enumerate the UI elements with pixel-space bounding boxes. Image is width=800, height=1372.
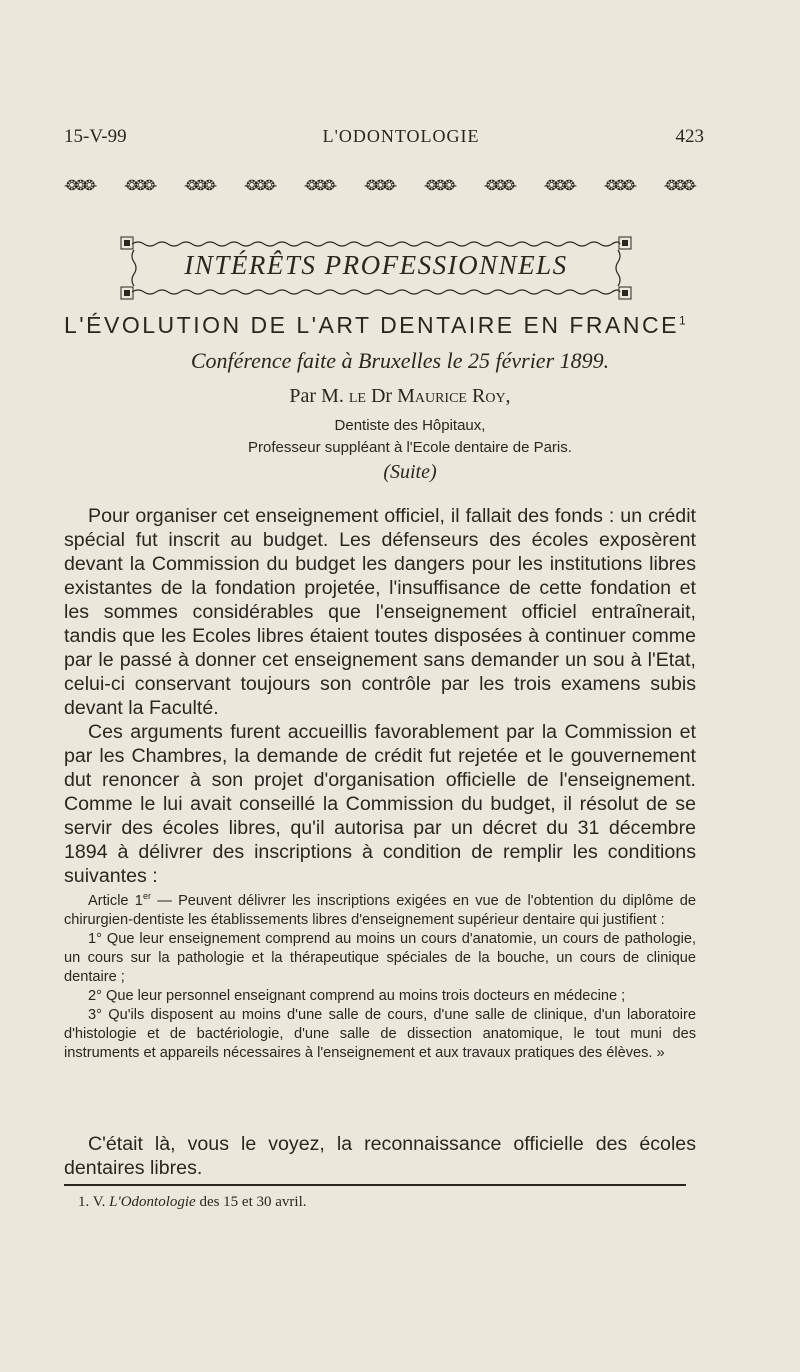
running-head: [64, 126, 704, 148]
ornament-glyph: -❂❂❂-: [483, 178, 515, 194]
footnote-marker: 1: [678, 313, 686, 328]
journal-title: L'ODONTOLOGIE: [322, 126, 480, 146]
footnote-suffix: des 15 et 30 avril.: [195, 1194, 307, 1210]
ornament-glyph: -❂❂❂-: [543, 178, 575, 194]
ornament-band: [64, 178, 694, 194]
footnote-journal: L'Odontologie: [109, 1194, 196, 1210]
ornament-glyph: -❂❂❂-: [603, 178, 635, 194]
decree-article: [64, 887, 696, 930]
ornament-glyph: -❂❂❂-: [123, 178, 155, 194]
decree-quote: [64, 887, 696, 1063]
article-title-text: L'ÉVOLUTION DE L'ART DENTAIRE EN FRANCE: [64, 312, 679, 338]
footnote: [78, 1194, 307, 1211]
author-prefix: Par M.: [289, 385, 349, 407]
ornament-glyph: -❂❂❂-: [243, 178, 275, 194]
ornament-glyph: -❂❂❂-: [183, 178, 215, 194]
author-title: Dr: [365, 385, 398, 407]
footnote-rule: [64, 1184, 686, 1186]
paragraph-3: C'était là, vous le voyez, la reconnaissance officielle des écoles dentaires libres.: [64, 1133, 696, 1179]
author-affiliation-1: Dentiste des Hôpitaux,: [334, 417, 486, 434]
ornament-glyph: -❂❂❂-: [663, 178, 694, 194]
article-title: [64, 312, 704, 339]
ornament-glyph: -❂❂❂-: [423, 178, 455, 194]
decree-item-1: 1° Que leur enseignement comprend au moins un cours d'anatomie, un cours de pathologie, un cours sur la pathologie et la thérapeutique spéciales de la bouche, un cours de clinique dentaire ;: [64, 930, 696, 985]
page-number: 423: [675, 126, 704, 147]
decree-article-text: — Peuvent délivrer les inscriptions exigées en vue de l'obtention du diplôme de chirurgien-dentiste les établissements libres d'enseignement supérieur dentaire qui justifient :: [64, 892, 696, 928]
decree-article-sup: er: [142, 891, 151, 901]
author-article: le: [348, 385, 366, 407]
paragraph-1: Pour organiser cet enseignement officiel, il fallait des fonds : un crédit spécial fut inscrit au budget. Les défenseurs des écoles exposèrent devant la Commission du budget les dangers pour les institutions libres existantes de la fondation projetée, l'insuffisance de cette fondation et les sommes considérables que l'enseignement officiel entraînerait, tandis que les Ecoles libres étaient toutes disposées à continuer comme par le passé à donner cet enseignement sans demander un sou à l'Etat, celui-ci conservant toujours son contrôle par les trois examens subis devant la Faculté.: [64, 505, 696, 719]
author-line: [0, 385, 800, 408]
ornament-glyph: -❂❂❂-: [303, 178, 335, 194]
decree-article-label: Article 1: [88, 892, 143, 909]
issue-date: 15-V-99: [64, 126, 127, 147]
continued-label: (Suite): [383, 461, 437, 483]
paragraph-2: Ces arguments furent accueillis favorablement par la Commission et par les Chambres, la demande de crédit fut rejetée et le gouvernement dut renoncer à son projet d'organisation officielle de l'enseignement. Comme le lui avait conseillé la Commission du budget, il résolut de se servir des écoles libres, qu'il autorisa par un décret du 31 décembre 1894 à délivrer des inscriptions à condition de remplir les conditions suivantes :: [64, 721, 696, 887]
decree-item-3: 3° Qu'ils disposent au moins d'une salle de cours, d'une salle de clinique, d'un laboratoire d'histologie et de bactériologie, d'une salle de dissection anatomique, le tout muni des instruments et appareils nécessaires à l'enseignement et aux travaux pratiques des élèves. »: [64, 1006, 696, 1061]
decree-item-2: 2° Que leur personnel enseignant comprend au moins trois docteurs en médecine ;: [88, 987, 626, 1004]
section-title: INTÉRÊTS PROFESSIONNELS: [184, 250, 568, 280]
author-name: Maurice Roy,: [397, 385, 511, 407]
ornament-glyph: -❂❂❂-: [363, 178, 395, 194]
ornament-glyph: -❂❂❂-: [64, 178, 95, 194]
author-affiliation-2: Professeur suppléant à l'Ecole dentaire de Paris.: [248, 439, 572, 456]
article-subtitle: Conférence faite à Bruxelles le 25 février 1899.: [190, 348, 610, 373]
section-frame: [118, 236, 634, 300]
footnote-prefix: 1. V.: [78, 1194, 110, 1210]
